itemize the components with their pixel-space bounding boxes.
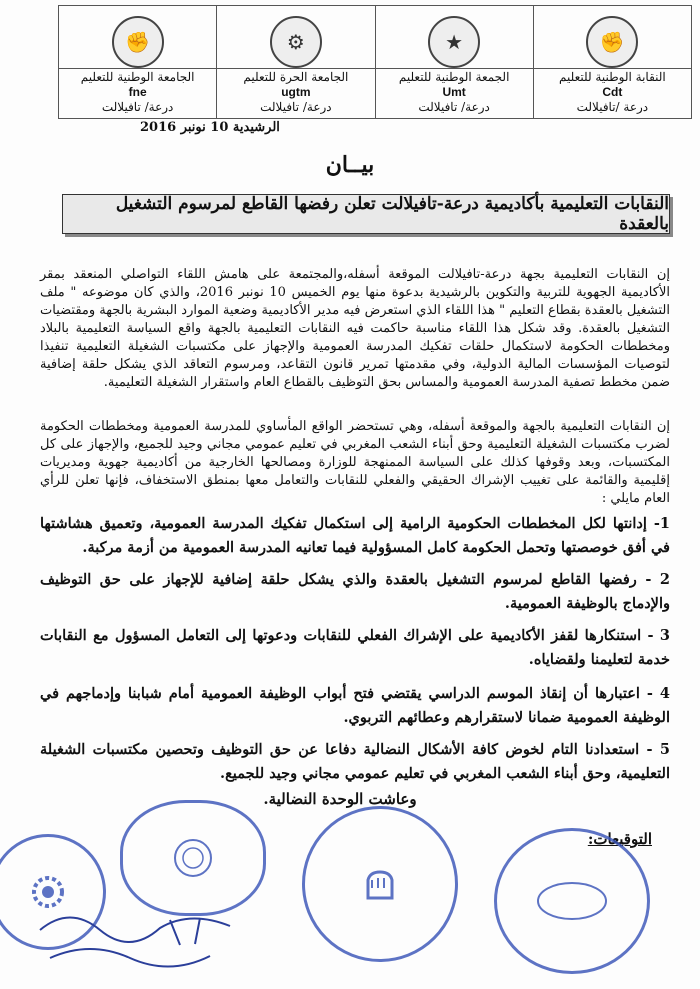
- fne-logo-icon: ✊: [112, 16, 164, 68]
- point-2: 2 - رفضها القاطع لمرسوم التشغيل بالعقدة والذي يشكل حلقة إضافية للإجهاز على حق التوظيف والإدماج بالوظيفة العمومية.: [40, 571, 670, 612]
- umt-stamp: [120, 800, 266, 916]
- union-header-table: [58, 5, 692, 119]
- statement-heading: بيــان: [325, 152, 375, 178]
- header-ar: الجامعة الحرة للتعليم: [243, 70, 349, 84]
- header-ar: النقابة الوطنية للتعليم: [558, 70, 666, 84]
- fist-icon: [350, 854, 410, 914]
- header-cell-umt: [375, 6, 533, 118]
- point-3: 3 - استنكارها لقفز الأكاديمية على الإشراك الفعلي للنقابات ودعوتها إلى التعامل المسؤول مع النقابات خدمة لتعليمنا ولقضاياه.: [40, 627, 670, 668]
- intro-paragraph: إن النقابات التعليمية بجهة درعة-تافيلالت الموقعة أسفله،والمجتمعة على هامش اللقاء التواصلي المنعقد بمقر الأكاديمية الجهوية للتربية والتكوين بالرشيدية بدعوة منها يوم الخميس 10 نونبر 2016، والذي كان موضوعه " ملف التشغيل بالعقدة بقطاع التعليم " هذا اللقاء الذي استعرض فيه مدير الأكاديمية وضعية الموارد البشرية بالجهة ومقتضيات التشغيل بالعقدة. وقد شكل هذا اللقاء مناسبة حاكمت فيه النقابات التعليمية بالجهة واقع السياسة التعليمية بالبلاد ومخططات الحكومة لاستكمال حلقات تفكيك المدرسة العمومية والإجهاز على مكتسبات الشغيلة التعليمية تنفيذا لتوصيات المؤسسات المالية الدولية، وفي مقدمتها تمرير قانون التقاعد، ومرسوم التعاقد الذي يشكل حلقة إضافية ضمن مخطط تصفية المدرسة العمومية والمساس بحق التوظيف بالقطاع العام واستقرار الشغيلة التعليمية.: [40, 267, 670, 390]
- header-latin: ugtm: [281, 85, 311, 99]
- header-ar: الجمعة الوطنية للتعليم: [398, 70, 510, 84]
- statement-title: النقابات التعليمية بأكاديمية درعة-تافيلالت تعلن رفضها القاطع لمرسوم التشغيل بالعقدة: [62, 194, 670, 234]
- fne-stamp: [302, 806, 458, 962]
- umt-logo-icon: ★: [428, 16, 480, 68]
- signatures-label: التوقيعات:: [587, 830, 652, 848]
- point-4: 4 - اعتبارها أن إنقاذ الموسم الدراسي يقتضي فتح أبواب الوظيفة العمومية أمام شبابنا وإدماجهم في الوظيفة العمومية ضمانا لاستقرارهم وعطائهم التربوي.: [40, 685, 670, 726]
- ugtm-logo-icon: ⚙: [270, 16, 322, 68]
- header-cell-fne: [59, 6, 216, 118]
- header-latin: Umt: [442, 85, 466, 99]
- header-ar: الجامعة الوطنية للتعليم: [80, 70, 195, 84]
- header-region: درعة/ تافيلالت: [260, 100, 332, 114]
- header-latin: Cdt: [602, 85, 623, 99]
- cdt-stamp: [494, 828, 650, 974]
- point-5: 5 - استعدادنا التام لخوض كافة الأشكال النضالية دفاعا عن حق التوظيف وتحصين مكتسبات الشغيلة التعليمية، وحق أبناء الشعب المغربي في تعليم عمومي مجاني وجيد للجميع.: [40, 741, 670, 782]
- handwritten-signature: [30, 900, 260, 980]
- header-cell-ugtm: [216, 6, 374, 118]
- context-paragraph: إن النقابات التعليمية بالجهة والموقعة أسفله، وهي تستحضر الواقع المأساوي للمدرسة العمومية ومخططات الحكومة لضرب مكتسبات الشغيلة التعليمية وحق أبناء الشعب المغربي في تعليم عمومي مجاني وجيد للجميع، والإجهاز على كل المكتسبات، وبعد وقوفها كذلك على السياسة الممنهجة للوزارة ومصالحها الخارجية من أكاديمية جهوية ومديريات إقليمية والقائمة على تغييب الإشراك الحقيقي والفعلي للنقابات والتعامل معها بمنطق الاستخفاف، فإنها تعلن للرأي العام مايلي :: [40, 419, 670, 506]
- header-cell-cdt: [533, 6, 691, 118]
- header-region: درعة/ تافيلالت: [418, 100, 490, 114]
- header-region: درعة /تافيلالت: [576, 100, 649, 114]
- header-latin: fne: [128, 85, 147, 99]
- point-1: 1- إدانتها لكل المخططات الحكومية الرامية إلى استكمال تفكيك المدرسة العمومية، وتعميق هشاشتها في أفق خوصصتها وتحمل الحكومة كامل المسؤولية فيما تعانيه المدرسة العمومية من أزمة مركبة.: [40, 515, 670, 556]
- cdt-logo-icon: ✊: [586, 16, 638, 68]
- document-date: الرشيدية 10 نونبر 2016: [140, 120, 280, 135]
- header-region: درعة/ تافيلالت: [101, 100, 174, 114]
- closing-line: وعاشت الوحدة النضالية.: [263, 790, 417, 808]
